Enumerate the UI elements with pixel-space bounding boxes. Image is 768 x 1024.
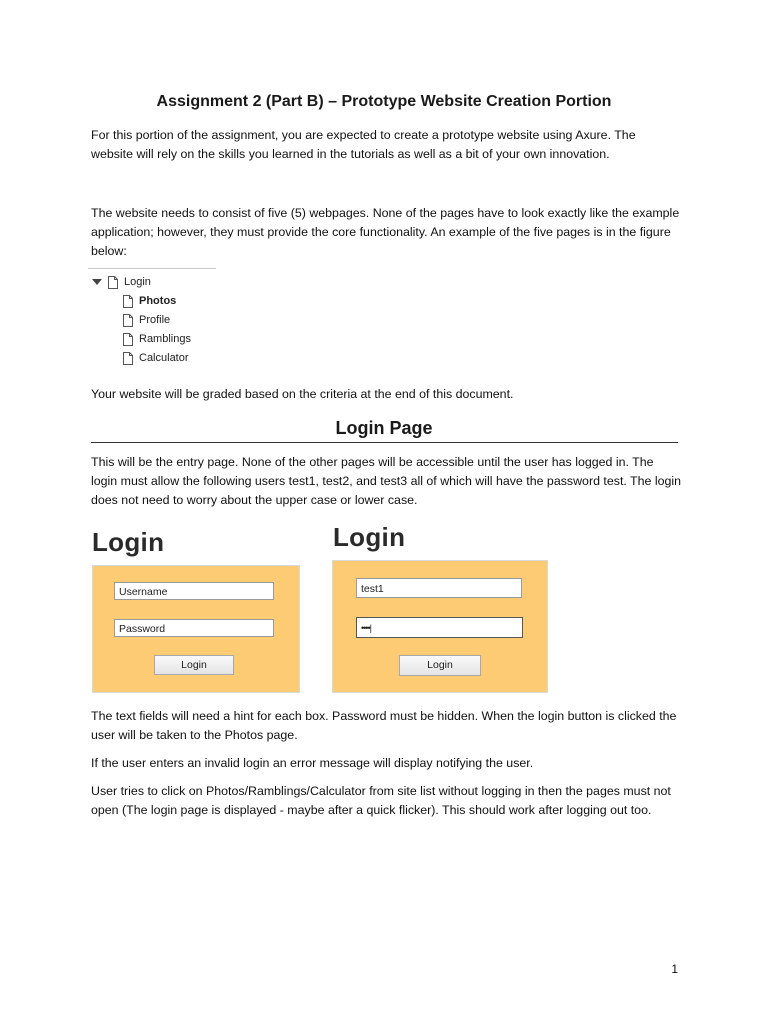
username-field[interactable]: Username (114, 582, 274, 600)
password-field[interactable]: ••••| (356, 617, 523, 638)
sitemap-item-calculator[interactable] (123, 350, 189, 366)
sitemap-item-login[interactable] (92, 274, 151, 290)
sitemap-item-label: Profile (139, 314, 171, 326)
sitemap-top-border (88, 268, 216, 269)
sitemap-item-label: Login (124, 276, 151, 288)
sitemap-item-label: Calculator (139, 352, 189, 364)
sitemap-item-label: Photos (139, 295, 177, 307)
login-paragraph: This will be the entry page. None of the other pages will be accessible until the user has logged in. The login must allow the following users test1, test2, and test3 all of which will have the password test. The login does not need to worry about the upper case or lower case. (91, 455, 682, 507)
expand-triangle-icon[interactable] (92, 279, 102, 285)
page-icon (123, 314, 133, 327)
mockup-right-panel (332, 560, 548, 693)
page-icon (123, 352, 133, 365)
pages-paragraph: The website needs to consist of five (5) webpages. None of the pages have to look exactly like the example application; however, they must provide the core functionality. An example of the five pages is in the figure below: (91, 206, 680, 258)
invalid-login-paragraph: If the user enters an invalid login an error message will display notifying the user. (91, 756, 534, 770)
sitemap-figure (88, 268, 216, 368)
login-button[interactable]: Login (154, 655, 234, 675)
intro-paragraph: For this portion of the assignment, you are expected to create a prototype website using Axure. The website will rely on the skills you learned in the tutorials as well as a bit of your own innovation. (91, 128, 636, 161)
page-number: 1 (671, 962, 678, 976)
page-icon (108, 276, 118, 289)
login-page-heading: Login Page (335, 418, 433, 438)
heading-rule (91, 442, 678, 443)
login-button[interactable]: Login (399, 655, 481, 676)
mockup-right-title: Login (333, 522, 406, 552)
document-title: Assignment 2 (Part B) – Prototype Website Creation Portion (156, 93, 612, 110)
graded-paragraph: Your website will be graded based on the criteria at the end of this document. (91, 387, 514, 401)
mockup-left-panel (92, 565, 300, 693)
mockup-left-title: Login (92, 527, 165, 557)
page-icon (123, 333, 133, 346)
sitemap-item-profile[interactable] (123, 312, 170, 328)
password-field[interactable]: Password (114, 619, 274, 637)
site-list-paragraph: User tries to click on Photos/Ramblings/Calculator from site list without logging in then the pages must not open (The login page is displayed - maybe after a quick flicker). This should work after logging out too. (91, 784, 671, 817)
hint-paragraph: The text fields will need a hint for each box. Password must be hidden. When the login button is clicked the user will be taken to the Photos page. (91, 709, 677, 742)
sitemap-item-ramblings[interactable] (123, 331, 191, 347)
sitemap-item-photos[interactable] (123, 293, 176, 309)
page-icon (123, 295, 133, 308)
sitemap-item-label: Ramblings (139, 333, 191, 345)
username-field[interactable]: test1 (356, 578, 522, 598)
